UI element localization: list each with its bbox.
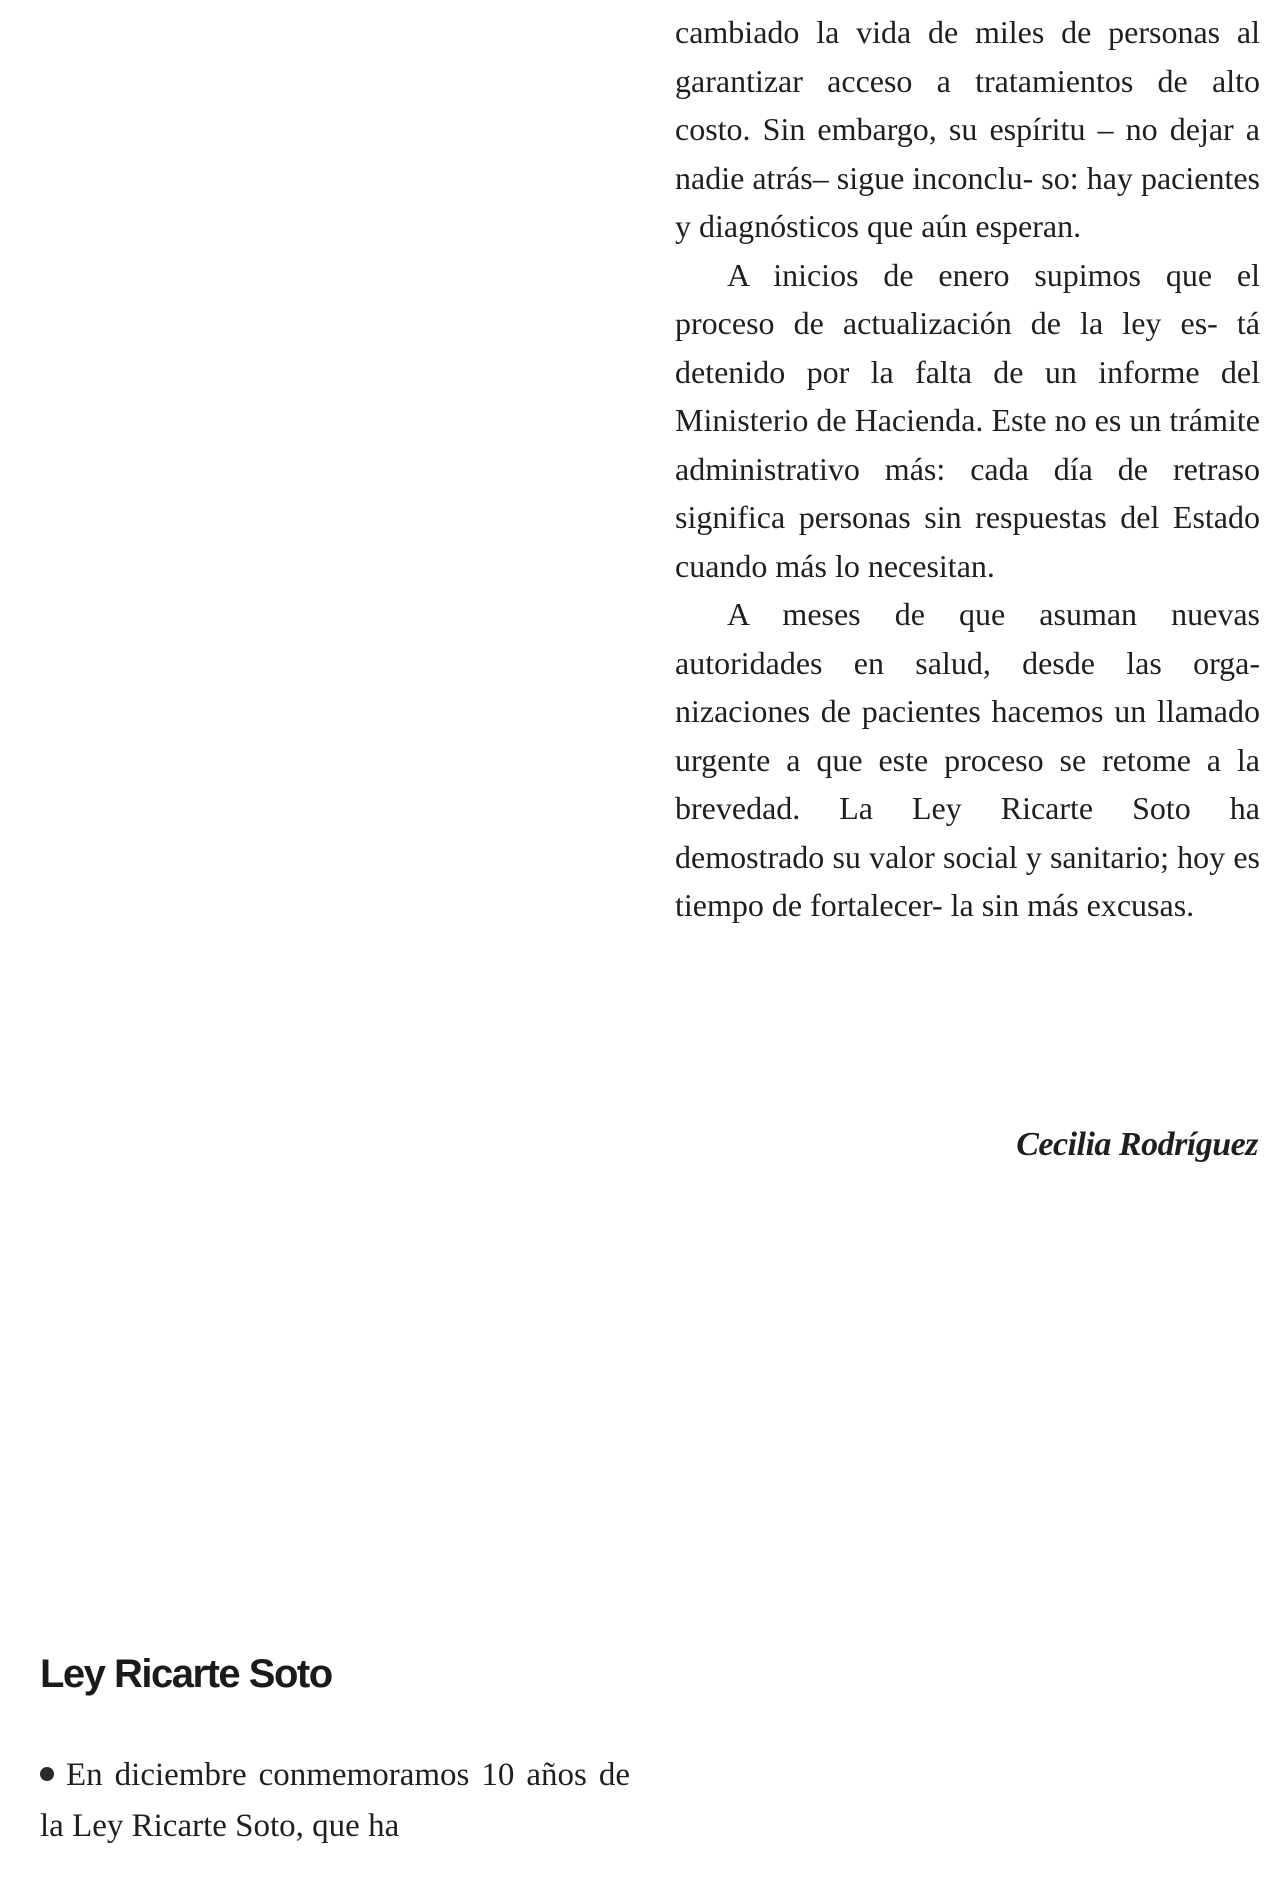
section-title: Ley Ricarte Soto	[40, 1652, 332, 1696]
article-paragraph: cambiado la vida de miles de personas al garantizar acceso a tratamientos de alto costo. Sin embargo, su espíritu – no dejar a nadie atrás– sigue inconclu- so: hay pacientes y diagnósticos que aún esperan.	[675, 14, 1260, 244]
article-paragraph: A meses de que asuman nuevas autoridades en salud, desde las orga- nizaciones de pacientes hacemos un llamado urgente a que este proceso se retome a la brevedad. La Ley Ricarte Soto ha demostrado su valor social y sanitario; hoy es tiempo de fortalecer- la sin más excusas.	[675, 596, 1260, 923]
article-paragraph: A inicios de enero supimos que el proceso de actualización de la ley es- tá detenido por la falta de un informe del Ministerio de Hacienda. Este no es un trámite administrativo más: cada día de retraso significa personas sin respuestas del Estado cuando más lo necesitan.	[675, 256, 1260, 584]
article-body	[675, 8, 1260, 930]
author-signature: Cecilia Rodríguez	[1016, 1126, 1258, 1163]
lead-paragraph	[40, 1750, 630, 1852]
bullet-icon	[40, 1767, 54, 1781]
lead-text: En diciembre conmemoramos 10 años de la Ley Ricarte Soto, que ha	[40, 1757, 630, 1844]
sidebar-section	[40, 1650, 630, 1852]
